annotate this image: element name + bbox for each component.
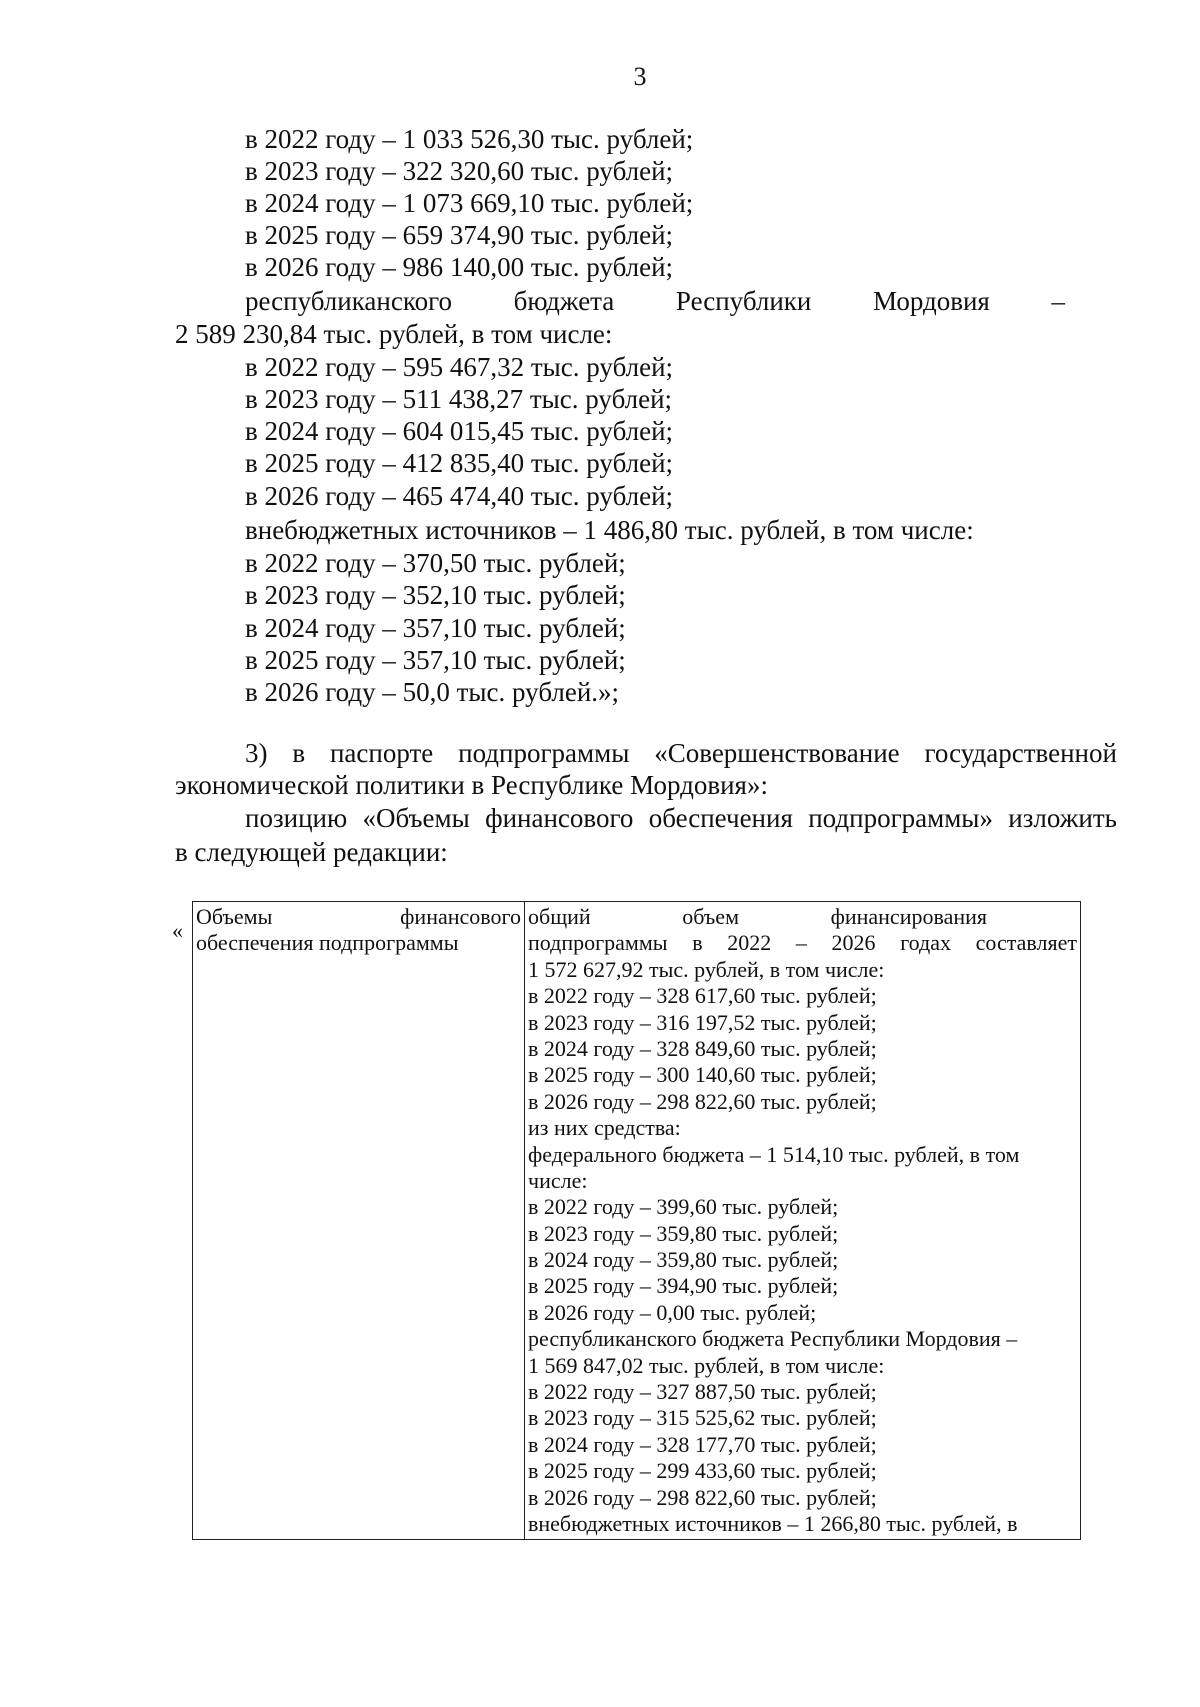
republic-line: в 2023 году – 511 438,27 тыс. рублей; <box>245 384 673 414</box>
section3-word: в <box>292 738 306 768</box>
right-cell-word: – <box>795 930 807 956</box>
right-cell-line: в 2025 году – 394,90 тыс. рублей; <box>528 1273 839 1299</box>
table-left-cell <box>193 902 525 1540</box>
right-cell-word: объем <box>682 904 739 929</box>
right-cell-word: 2022 <box>727 930 772 956</box>
right-cell-line: в 2022 году – 327 887,50 тыс. рублей; <box>528 1379 877 1405</box>
right-cell-line: федерального бюджета – 1 514,10 тыс. рублей, в том <box>528 1141 1020 1167</box>
intro-line: в 2025 году – 659 374,90 тыс. рублей; <box>245 220 674 250</box>
right-cell-line: в 2025 году – 299 433,60 тыс. рублей; <box>528 1458 877 1484</box>
section3-line2: экономической политики в Республике Мордовия»: <box>175 770 768 800</box>
republic-line: в 2025 году – 412 835,40 тыс. рублей; <box>245 448 674 478</box>
right-cell-line <box>528 930 1077 956</box>
right-cell-line: в 2026 году – 0,00 тыс. рублей; <box>528 1299 817 1325</box>
extra-line: в 2022 году – 370,50 тыс. рублей; <box>245 548 626 578</box>
right-cell-line: в 2024 году – 328 849,60 тыс. рублей; <box>528 1035 877 1061</box>
right-cell-line: в 2024 году – 328 177,70 тыс. рублей; <box>528 1431 877 1457</box>
republic-line: в 2022 году – 595 467,32 тыс. рублей; <box>245 352 674 382</box>
right-cell-line: в 2023 году – 315 525,62 тыс. рублей; <box>528 1405 877 1431</box>
extra-line: в 2023 году – 352,10 тыс. рублей; <box>245 580 626 610</box>
section3-line1 <box>245 740 1117 767</box>
right-cell-line: в 2022 году – 399,60 тыс. рублей; <box>528 1194 839 1220</box>
right-cell-line: в 2023 году – 316 197,52 тыс. рублей; <box>528 1009 877 1035</box>
right-cell-line: 1 572 627,92 тыс. рублей, в том числе: <box>528 956 885 982</box>
republic-heading-word: бюджета <box>513 286 615 316</box>
republic-heading-word: Мордовия <box>873 286 990 316</box>
right-cell-line: числе: <box>528 1167 588 1193</box>
right-cell-line: в 2024 году – 359,80 тыс. рублей; <box>528 1247 839 1273</box>
table-right-cell <box>525 902 1081 1540</box>
intro-line: в 2026 году – 986 140,00 тыс. рублей; <box>245 252 674 282</box>
section3-line4: в следующей редакции: <box>175 837 448 867</box>
right-cell-word: составляет <box>975 930 1077 956</box>
section3-word: 3) <box>245 738 268 768</box>
extra-line: в 2025 году – 357,10 тыс. рублей; <box>245 645 626 675</box>
republic-line: в 2024 году – 604 015,45 тыс. рублей; <box>245 416 674 446</box>
intro-line: в 2024 году – 1 073 669,10 тыс. рублей; <box>245 188 694 218</box>
left-cell-line: обеспечения подпрограммы <box>196 930 459 956</box>
right-cell-word: подпрограммы <box>528 930 668 956</box>
section3-word: обеспечения <box>648 803 793 833</box>
right-cell-line: в 2023 году – 359,80 тыс. рублей; <box>528 1220 839 1246</box>
page-number: 3 <box>633 62 647 91</box>
table-row <box>193 902 1081 1540</box>
republic-heading <box>245 288 1065 315</box>
republic-heading-word: Республики <box>675 286 812 316</box>
republic-line: в 2026 году – 465 474,40 тыс. рублей; <box>245 481 674 511</box>
section3-word: подпрограммы» <box>808 803 993 833</box>
right-cell-line <box>528 904 1077 930</box>
financing-table <box>192 901 1081 1540</box>
right-cell-line: в 2025 году – 300 140,60 тыс. рублей; <box>528 1062 877 1088</box>
republic-heading-word: республиканского <box>245 286 452 316</box>
section3-word: позицию <box>245 803 348 833</box>
right-cell-word: годах <box>900 930 952 956</box>
right-cell-line: из них средства: <box>528 1115 681 1141</box>
right-cell-line: в 2026 году – 298 822,60 тыс. рублей; <box>528 1484 877 1510</box>
extra-line: в 2026 году – 50,0 тыс. рублей.»; <box>245 677 620 707</box>
extra-line: в 2024 году – 357,10 тыс. рублей; <box>245 613 626 643</box>
section3-word: финансового <box>485 803 634 833</box>
section3-line3 <box>245 805 1117 832</box>
right-cell-line: в 2026 году – 298 822,60 тыс. рублей; <box>528 1088 877 1114</box>
left-cell-word: финансового <box>400 904 521 929</box>
right-cell-word: финансирования <box>830 904 987 929</box>
opening-quote: « <box>172 918 183 943</box>
right-cell-word: в <box>692 930 703 956</box>
section3-word: «Объемы <box>362 803 470 833</box>
intro-line: в 2023 году – 322 320,60 тыс. рублей; <box>245 156 674 186</box>
republic-heading-word: – <box>1051 286 1065 316</box>
section3-word: подпрограммы <box>458 738 630 768</box>
republic-total: 2 589 230,84 тыс. рублей, в том числе: <box>175 319 613 349</box>
right-cell-word: общий <box>528 904 591 929</box>
right-cell-word: 2026 <box>831 930 876 956</box>
right-cell-line: республиканского бюджета Республики Мордовия – <box>528 1326 1018 1352</box>
left-cell-line <box>196 904 521 930</box>
right-cell-line: 1 569 847,02 тыс. рублей, в том числе: <box>528 1352 885 1378</box>
section3-word: паспорте <box>329 738 434 768</box>
left-cell-word: Объемы <box>196 904 273 929</box>
section3-word: «Совершенствование <box>654 738 900 768</box>
section3-word: изложить <box>1008 803 1117 833</box>
intro-line: в 2022 году – 1 033 526,30 тыс. рублей; <box>245 124 694 154</box>
right-cell-line: в 2022 году – 328 617,60 тыс. рублей; <box>528 983 877 1009</box>
extra-heading: внебюджетных источников – 1 486,80 тыс. рублей, в том числе: <box>245 515 974 545</box>
right-cell-line: внебюджетных источников – 1 266,80 тыс. рублей, в <box>528 1510 1018 1536</box>
section3-word: государственной <box>924 738 1117 768</box>
